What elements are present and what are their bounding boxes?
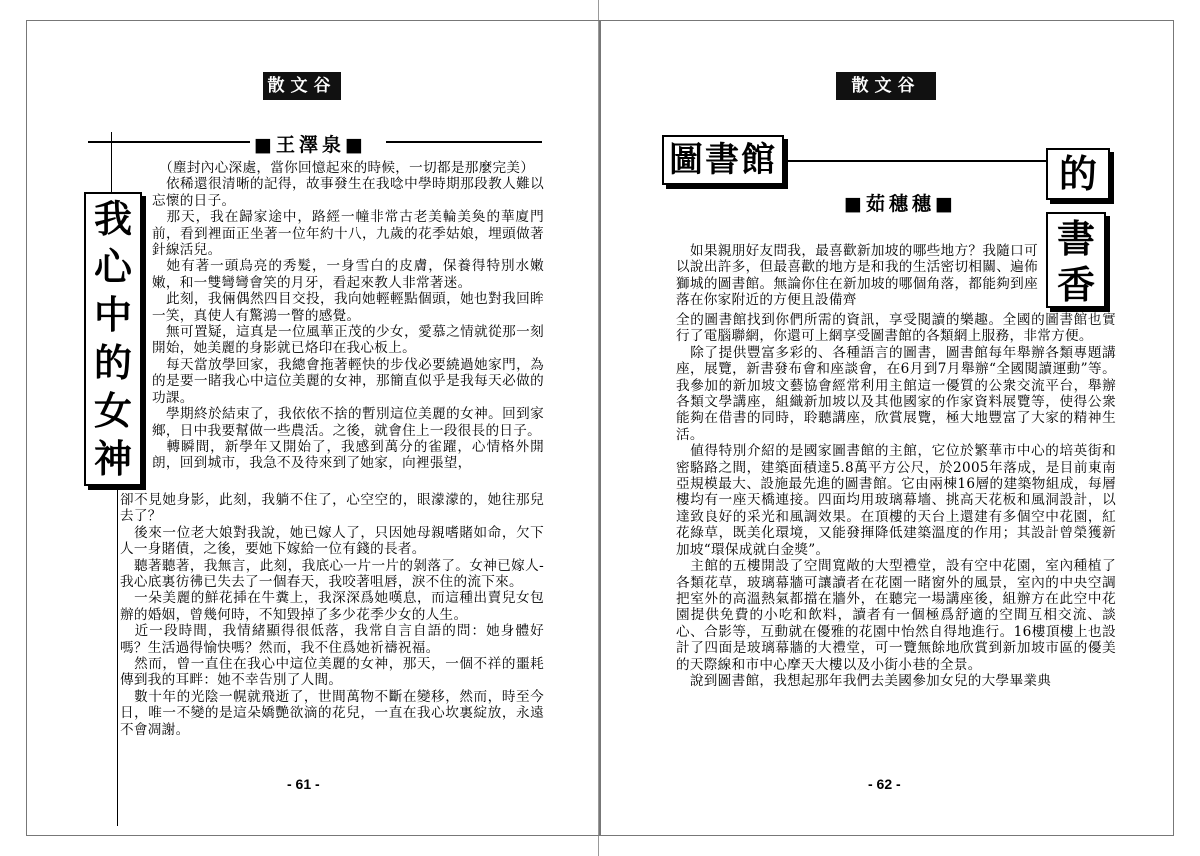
paragraph: 後來一位老大娘對我說，她已嫁人了，只因她母親嗜賭如命，欠下人一身賭債，之後，要她下嫁給一位有錢的長者。 — [120, 524, 544, 558]
paragraph: 全的圖書館找到你們所需的資訊，享受閱讀的樂趣。全國的圖書館也實行了電腦聯網，你還可上網享受圖書館的各類網上服務，非常方便。 — [676, 312, 1116, 345]
left-page — [0, 0, 599, 856]
paragraph: 然而，曾一直住在我心中這位美麗的女神，那天，一個不祥的噩耗傳到我的耳畔：她不幸告別了人間。 — [120, 656, 544, 689]
paragraph: 依稀還很清晰的記得，故事發生在我唸中學時期那段教人難以忘懷的日子。 — [152, 176, 544, 209]
paragraph: 每天當放學回家，我總會拖著輕快的步伐必要繞過她家門，為的是要一睹我心中這位美麗的女神，那簡直似乎是我每天必做的功課。 — [152, 356, 544, 406]
title-char: 的 — [93, 340, 132, 385]
body-text-narrow — [676, 243, 1038, 309]
paragraph: 除了提供豐富多彩的、各種語言的圖書，圖書館每年舉辦各類專題講座，展覽，新書發布會和座談會，在6月到7月舉辦“全國閱讀運動”等。我參加的新加坡文藝協會經常利用主館這一優質的公衆交流平台，舉辦各類文學講座，組織新加坡以及其他國家的作家資料展覽等，使得公衆能夠在借書的同時，聆聽講座，欣賞展覽，極大地豐富了大家的精神生活。 — [676, 344, 1116, 443]
column-rule — [117, 486, 118, 826]
page-number: - 61 - — [287, 776, 320, 792]
body-text-wide — [120, 492, 544, 738]
paragraph: 近一段時間，我情緒顯得很低落，我常自言自語的問：她身體好嗎？生活過得愉快嗎？然而，我不住爲她祈禱祝福。 — [120, 623, 544, 656]
author-name: ■茹穗穗■ — [844, 193, 957, 215]
page-number: - 62 - — [868, 776, 901, 792]
title-char: 神 — [93, 436, 132, 481]
article-title-book: 書香 — [1046, 212, 1106, 308]
paragraph: 此刻，我倆偶然四目交投，我向她輕輕點個頭，她也對我回眸一笑，真使人有驚鴻一瞥的感覺。 — [152, 291, 544, 324]
author-name: ■王澤泉■ — [254, 134, 367, 156]
paragraph: 無可置疑，這真是一位風華正茂的少女，愛慕之情就從那一刻開始，她美麗的身影就已烙印在我心板上。 — [152, 324, 544, 357]
paragraph: 如果親朋好友問我，最喜歡新加坡的哪些地方？我隨口可以說出許多，但最喜歡的地方是和我的生活密切相關、遍佈獅城的圖書館。無論你住在新加坡的哪個角落，都能夠到座落在你家附近的方便且設備齊 — [676, 243, 1038, 309]
author-rule-left — [88, 141, 250, 143]
title-char: 女 — [93, 388, 132, 433]
body-text-narrow — [152, 160, 544, 472]
paragraph: 她有著一頭烏亮的秀髮，一身雪白的皮膚，保養得特別水嫩嫩，和一雙彎彎會笑的月牙，看起來教人非常著迷。 — [152, 258, 544, 291]
article-title-vertical — [84, 192, 142, 486]
paragraph: （塵封內心深處，當你回憶起來的時候，一切都是那麼完美） — [152, 160, 535, 176]
paragraph: 學期終於結束了，我依依不捨的暫別這位美麗的女神。回到家鄉，日中我要幫做一些農活。之後，就會住上一段很長的日子。 — [152, 406, 544, 439]
paragraph: 轉瞬間，新學年又開始了，我感到萬分的雀躍，心情格外開朗，回到城市，我急不及待來到了她家，向裡張望， — [152, 438, 544, 472]
title-char: 心 — [93, 244, 132, 289]
paragraph: 數十年的光陰一幌就飛逝了，世間萬物不斷在變移，然而，時至今日，唯一不變的是這朵嬌艷欲滴的花兒，一直在我心坎裏綻放，永遠不會凋謝。 — [120, 688, 544, 738]
title-char: 中 — [93, 292, 132, 337]
section-header: 散文谷 — [263, 72, 341, 100]
paragraph: 一朵美麗的鮮花揷在牛糞上，我深深爲她嘆息，而這種出賣兒女包辦的婚姻，曾幾何時，不知毀掉了多少花季少女的人生。 — [120, 590, 544, 623]
paragraph: 說到圖書館，我想起那年我們去美國參加女兒的大學畢業典 — [676, 672, 1052, 689]
title-char: 我 — [93, 196, 132, 241]
paragraph: 値得特別介紹的是國家圖書館的主館，它位於繁華市中心的培英街和密駱路之間，建築面積達5.8萬平方公尺，於2005年落成，是目前東南亞規模最大、設施最先進的圖書館。它由兩棟16層的建築物組成，每層樓均有一座天橋連接。四面均用玻璃幕墻、挑高天花板和風洞設計，以達致良好的采光和風調效果。在頂樓的天台上還建有多個空中花園，紅花綠草，既美化環境，又能發揮降低建築溫度的作用；其設計曾榮獲新加坡“環保成就白金獎”。 — [676, 443, 1116, 558]
title-rule — [788, 160, 1046, 162]
article-title-main: 圖書館 — [662, 135, 784, 185]
paragraph: 那天，我在歸家途中，路經一幢非常古老美輪美奐的華廈門前，看到裡面正坐著一位年約十八，九歲的花季姑娘，埋頭做著針線活兒。 — [152, 209, 544, 259]
author-rule-right — [386, 141, 542, 143]
right-page — [600, 0, 1200, 856]
section-header: 散文谷 — [836, 72, 936, 100]
paragraph: 聽著聽著，我無言，此刻，我底心一片一片的剝落了。女神已嫁人-我心底裏彷彿已失去了一個春天，我咬著咀唇，淚不住的流下來。 — [120, 557, 544, 591]
paragraph: 主館的五樓開設了空間寬敞的大型禮堂，設有空中花園，室內種植了各類花草，玻璃幕牆可讓讀者在花園一睹窗外的風景，室內的中央空調把室外的高溫熱氣都擋在牆外，在聽完一場講座後，組辦方在此空中花園提供免費的小吃和飲料，讀者有一個極爲舒適的空間互相交流、談心、合影等，互動就在優雅的花園中怡然自得地進行。16樓頂樓上也設計了四面是玻璃幕牆的大禮堂，可一覽無餘地欣賞到新加坡市區的優美的天際線和市中心摩天大樓以及小街小巷的全景。 — [676, 558, 1116, 673]
article-title-de: 的 — [1046, 148, 1110, 200]
paragraph: 卻不見她身影，此刻，我躺不住了，心空空的，眼濛濛的，她往那兒去了？ — [120, 492, 544, 525]
body-text-wide — [676, 312, 1116, 689]
title-connector-line — [111, 132, 112, 192]
